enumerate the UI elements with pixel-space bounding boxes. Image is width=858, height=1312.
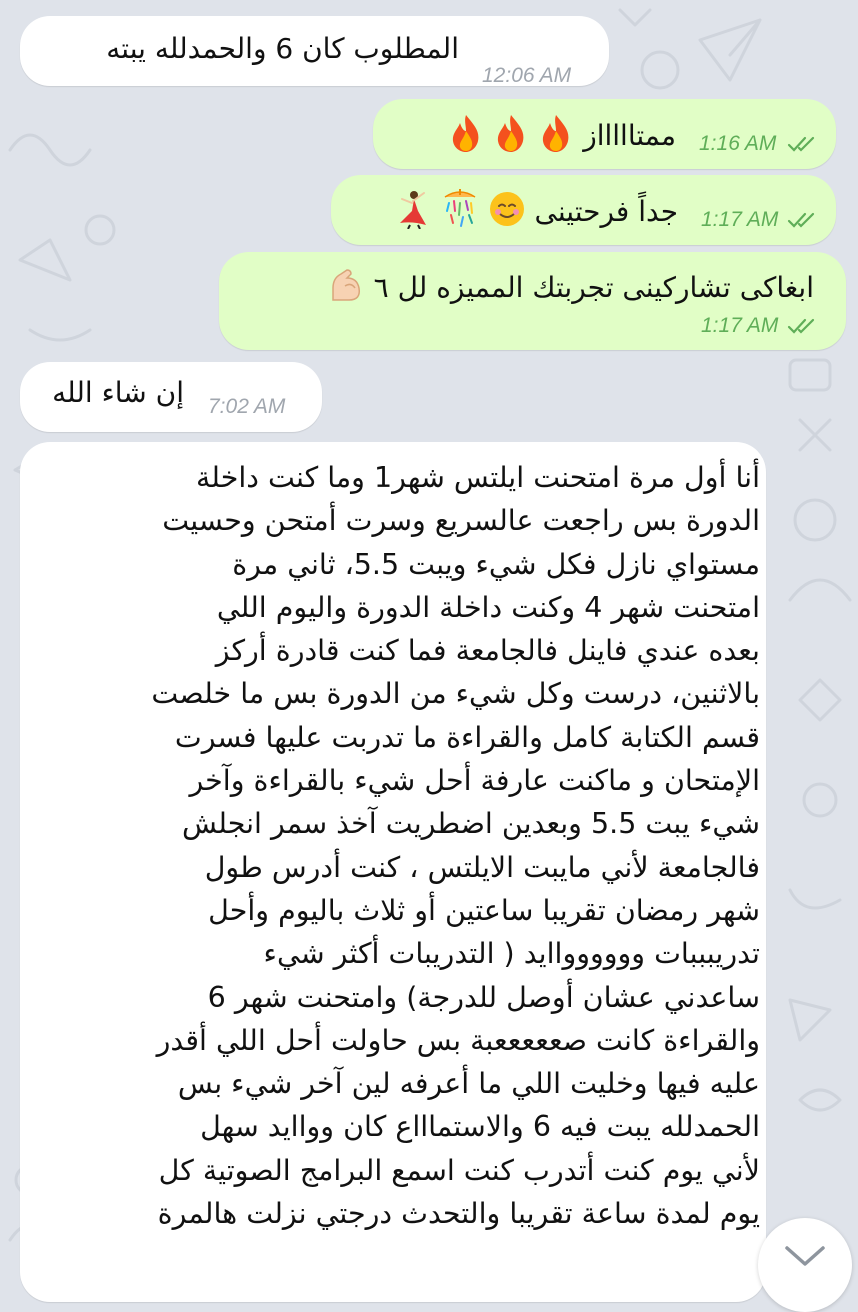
chevron-down-icon <box>784 1244 826 1268</box>
message-text: ابغاكى تشاركينى تجربتك المميزه لل ٦ <box>327 266 814 312</box>
dancer-icon <box>392 189 432 237</box>
message-time: 12:06 AM <box>482 64 572 87</box>
message-line: تدريبببات وووووواايد ( التدريبات أكثر شيء <box>263 937 760 971</box>
message-bubble-outgoing[interactable] <box>219 252 846 350</box>
message-line: عليه فيها وخليت اللي ما أعرفه لين آخر شيء بس <box>177 1067 760 1101</box>
message-text-long <box>52 456 760 1235</box>
double-check-icon <box>787 135 819 153</box>
message-text: إن شاء الله <box>52 376 184 409</box>
message-time: 1:16 AM <box>699 132 777 155</box>
message-line: قسم الكتابة كامل والقراءة ما تدربت عليها فسرت <box>174 720 760 754</box>
message-text: جداً فرحتينى <box>392 189 678 237</box>
message-line: امتحنت شهر 4 وكنت داخلة الدورة واليوم اللي <box>216 590 760 624</box>
double-check-icon <box>787 211 819 229</box>
message-time: 7:02 AM <box>208 395 286 418</box>
message-text: ممتاااااز <box>448 113 676 161</box>
message-bubble-incoming[interactable] <box>20 16 609 86</box>
message-line: يوم لمدة ساعة تقريبا والتحدث درجتي نزلت هالمرة <box>157 1197 760 1231</box>
message-line: الإمتحان و ماكنت عارفة أحل شيء بالقراءة وآخر <box>189 764 760 798</box>
message-line: ساعدني عشان أوصل للدرجة) وامتحنت شهر 6 <box>207 980 760 1014</box>
fire-icon <box>538 113 574 161</box>
message-line: الحمدلله يبت فيه 6 والاستماااع كان وواايد سهل <box>200 1110 760 1144</box>
fire-icon <box>448 113 484 161</box>
message-line: فالجامعة لأني مايبت الايلتس ، كنت أدرس طول <box>204 850 760 884</box>
flexed-biceps-icon <box>327 266 365 312</box>
message-line: لأني يوم كنت أتدرب كنت اسمع البرامج الصوتية كل <box>158 1153 760 1187</box>
message-line: بعده عندي فاينل فالجامعة فما كنت قادرة أركز <box>215 634 760 668</box>
message-line: شيء يبت 5.5 وبعدين اضطريت آخذ سمر انجلش <box>181 807 760 841</box>
confetti-ball-icon <box>441 189 479 237</box>
message-line: الدورة بس راجعت عالسريع وسرت أمتحن وحسيت <box>162 504 760 538</box>
message-bubble-outgoing[interactable] <box>373 99 836 169</box>
message-line: والقراءة كانت صعععععبة بس حاولت أحل اللي أقدر <box>156 1023 760 1057</box>
message-time: 1:17 AM <box>701 314 779 337</box>
message-line: مستواي نازل فكل شيء ويبت 5.5، ثاني مرة <box>232 547 760 581</box>
scroll-to-bottom-button[interactable] <box>758 1218 852 1312</box>
message-line: أنا أول مرة امتحنت ايلتس شهر1 وما كنت داخلة <box>195 461 760 494</box>
double-check-icon <box>787 317 819 335</box>
message-text: المطلوب كان 6 والحمدلله يبته <box>106 32 459 65</box>
message-time: 1:17 AM <box>701 208 779 231</box>
message-bubble-outgoing[interactable] <box>331 175 836 245</box>
message-line: شهر رمضان تقريبا ساعتين أو ثلاث باليوم وأحل <box>208 893 760 927</box>
message-bubble-incoming[interactable] <box>20 362 322 432</box>
smiling-face-icon <box>488 190 526 236</box>
fire-icon <box>493 113 529 161</box>
message-line: بالاثنين، درست وكل شيء من الدورة بس ما خلصت <box>151 677 760 711</box>
